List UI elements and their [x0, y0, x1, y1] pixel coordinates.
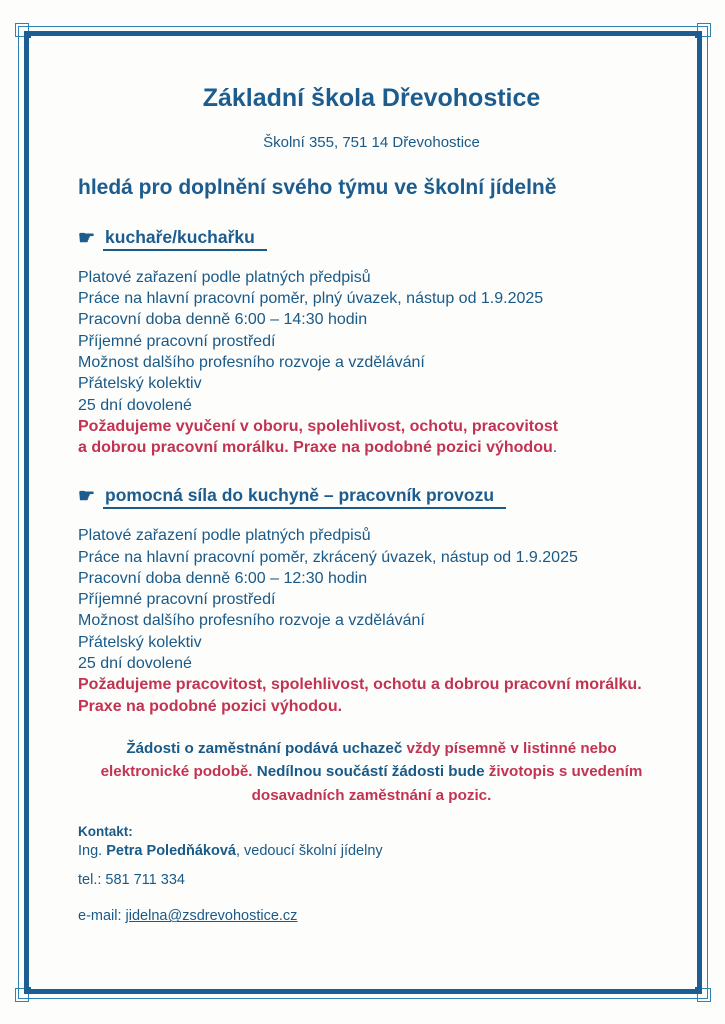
job-title: kuchaře/kuchařku — [103, 227, 267, 251]
requirements-line: Požadujeme vyučení v oboru, spolehlivost, ochotu, pracovitost — [78, 417, 559, 435]
benefit-line: Práce na hlavní pracovní poměr, plný úvazek, nástup od 1.9.2025 — [78, 290, 544, 308]
job-title: pomocná síla do kuchyně – pracovník provozu — [103, 485, 506, 509]
benefit-line: Platové zařazení podle platných předpisů — [78, 268, 371, 286]
contact-section — [78, 824, 665, 924]
application-text-highlight: elektronické podobě. — [100, 763, 253, 781]
contact-person — [78, 843, 665, 859]
flyer-content — [78, 0, 665, 924]
pointing-hand-icon: ☛ — [78, 227, 96, 249]
benefit-line: Práce na hlavní pracovní poměr, zkrácený úvazek, nástup od 1.9.2025 — [78, 548, 578, 566]
benefit-line: 25 dní dovolené — [78, 396, 192, 414]
border-corner-square-top-right — [695, 31, 702, 38]
application-text-highlight: dosavadních zaměstnání a pozic. — [251, 786, 492, 804]
benefit-line: Příjemné pracovní prostředí — [78, 591, 276, 609]
contact-label: Kontakt: — [78, 824, 133, 840]
benefit-line: Přátelský kolektiv — [78, 375, 202, 393]
contact-name-suffix: , vedoucí školní jídelny — [235, 843, 383, 860]
border-corner-square-bottom-left — [24, 987, 31, 994]
job-section-cook — [78, 227, 665, 458]
benefit-line: Přátelský kolektiv — [78, 633, 202, 651]
requirements-period: . — [552, 439, 558, 457]
pointing-hand-icon: ☛ — [78, 486, 96, 508]
application-text-highlight: vždy písemně v listinné nebo — [406, 739, 617, 757]
benefit-line: Pracovní doba denně 6:00 – 14:30 hodin — [78, 311, 368, 329]
application-text: Nedílnou součástí žádosti bude — [252, 763, 489, 781]
border-corner-square-top-left — [24, 31, 31, 38]
email-link[interactable]: jidelna@zsdrevohostice.cz — [125, 908, 298, 925]
job-heading-cook — [78, 227, 665, 251]
job-heading-kitchen-helper — [78, 485, 665, 509]
benefit-line: 25 dní dovolené — [78, 654, 192, 672]
page-title: Základní škola Dřevohostice — [202, 84, 541, 112]
benefit-line: Možnost dalšího profesního rozvoje a vzdělávání — [78, 612, 425, 630]
application-text: Žádosti o zaměstnání podává uchazeč — [126, 739, 407, 757]
application-instructions — [78, 737, 665, 808]
benefit-line: Příjemné pracovní prostředí — [78, 332, 276, 350]
benefit-line: Možnost dalšího profesního rozvoje a vzdělávání — [78, 353, 425, 371]
contact-name: Petra Poledňáková — [106, 843, 236, 860]
job-details-cook — [78, 267, 665, 459]
application-text-highlight: životopis s uvedením — [488, 763, 643, 781]
contact-email-row — [78, 908, 665, 924]
job-details-kitchen-helper — [78, 525, 665, 717]
school-address: Školní 355, 751 14 Dřevohostice — [263, 133, 480, 151]
benefit-line: Pracovní doba denně 6:00 – 12:30 hodin — [78, 569, 368, 587]
benefit-line: Platové zařazení podle platných předpisů — [78, 527, 371, 545]
contact-email-label: e-mail: — [78, 908, 126, 925]
contact-name-prefix: Ing. — [78, 843, 107, 860]
subtitle: hledá pro doplnění svého týmu ve školní jídelně — [78, 175, 557, 199]
border-corner-square-bottom-right — [695, 987, 702, 994]
requirements-line: Požadujeme pracovitost, spolehlivost, ochotu a dobrou pracovní morálku. — [78, 676, 642, 694]
requirements-text: a dobrou pracovní morálku. Praxe na podobné pozici výhodou — [78, 439, 553, 457]
requirements-line: Praxe na podobné pozici výhodou. — [78, 697, 343, 715]
requirements-line — [78, 437, 665, 458]
contact-phone: tel.: 581 711 334 — [78, 872, 185, 889]
job-section-kitchen-helper — [78, 485, 665, 716]
